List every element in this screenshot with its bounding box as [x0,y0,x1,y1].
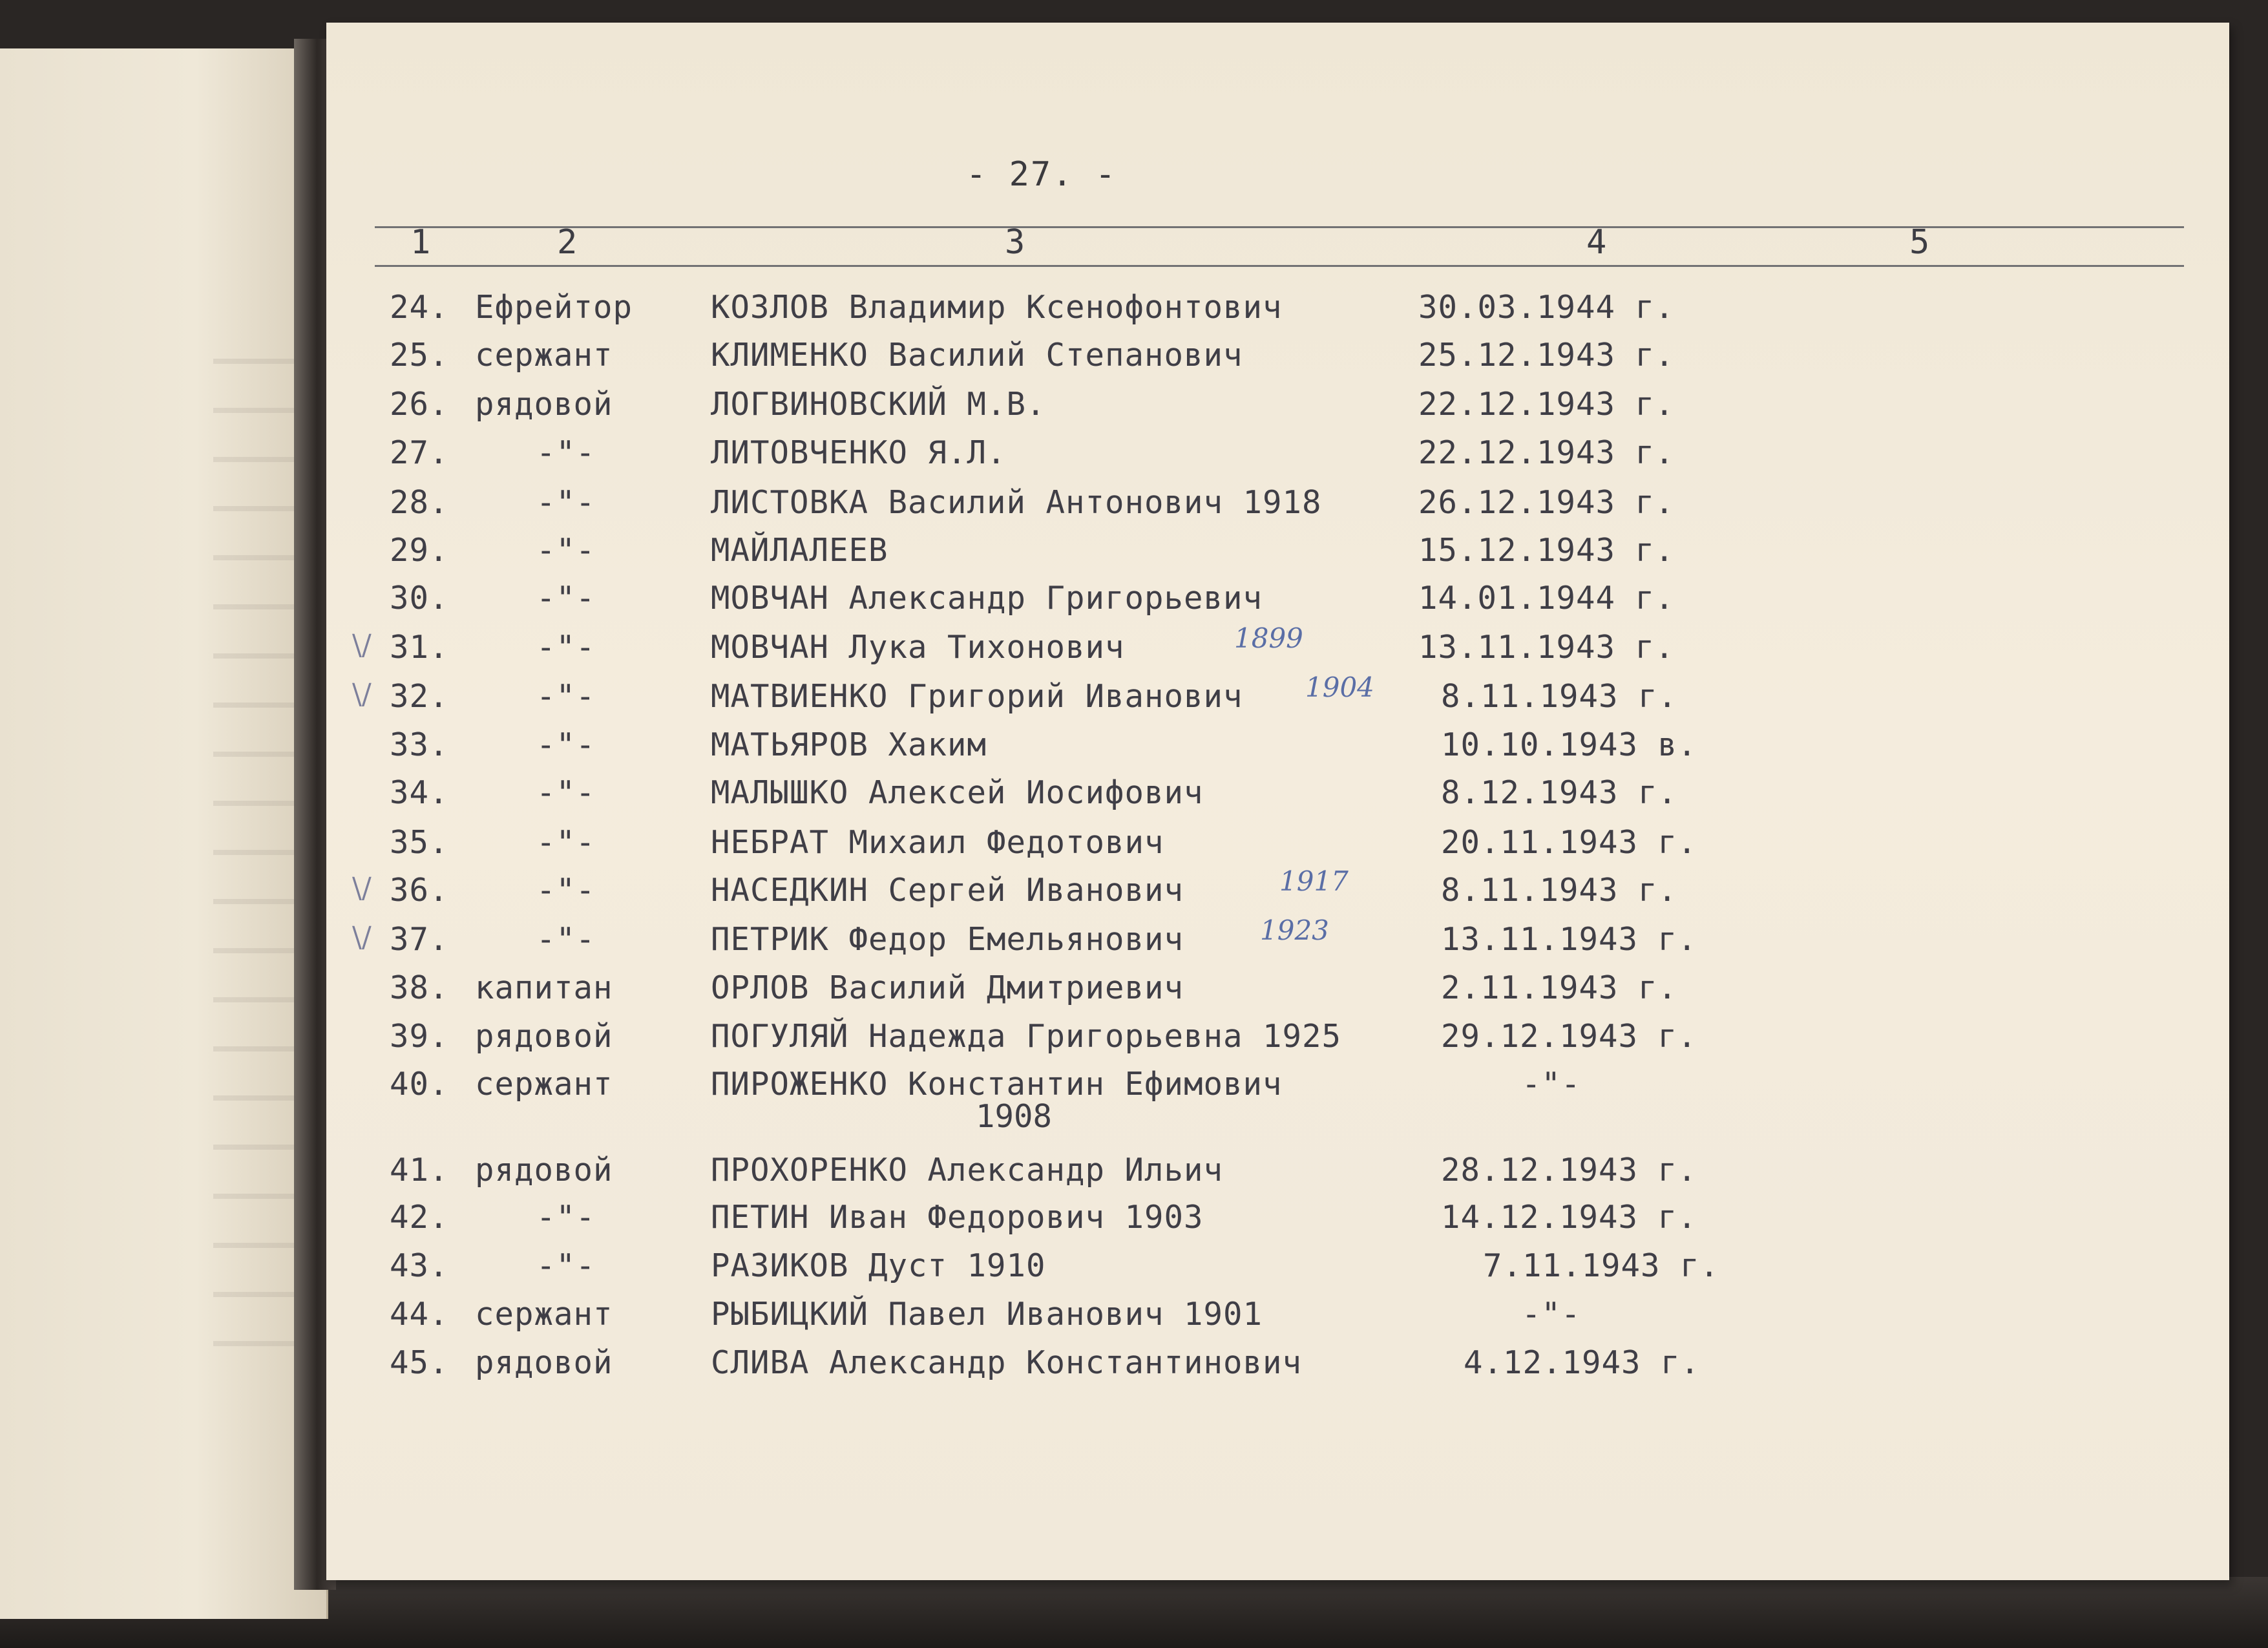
row-number: 38. [390,969,449,1006]
table-row [0,337,2268,386]
name-cell: ПЕТИН Иван Федорович 1903 [711,1199,1204,1236]
date-cell: 10.10.1943 в. [1441,726,1697,763]
row-number: 27. [390,434,449,471]
page-number: - 27. - [966,155,1117,194]
name-cell: РЫБИЦКИЙ Павел Иванович 1901 [711,1296,1263,1333]
date-cell: 29.12.1943 г. [1441,1018,1697,1055]
handwritten-year: 1899 [1234,622,1303,654]
row-number: 41. [390,1152,449,1188]
rank-cell: -"- [536,921,596,958]
rank-cell: сержант [475,1066,613,1103]
table-row [0,289,2268,338]
column-header-1: 1 [410,223,431,262]
table-row [0,774,2268,823]
table-row [0,726,2268,776]
table-row [0,1066,2268,1135]
name-cell: КОЗЛОВ Владимир Ксенофонтович [711,289,1283,326]
date-cell: 14.12.1943 г. [1441,1199,1697,1236]
date-cell: 14.01.1944 г. [1418,580,1675,617]
table-row [0,386,2268,435]
rank-cell: рядовой [475,1018,613,1055]
table-row [0,914,2268,970]
rank-cell: сержант [475,1296,613,1333]
rank-cell: -"- [536,532,596,569]
date-cell: 26.12.1943 г. [1418,484,1675,521]
rank-cell: -"- [536,1247,596,1284]
row-number: 44. [390,1296,449,1333]
name-extra-line: 1908 [976,1098,1053,1135]
row-number: 31. [390,629,449,666]
row-number: 29. [390,532,449,569]
rank-cell: -"- [536,824,596,861]
name-cell: МОВЧАН Александр Григорьевич [711,580,1263,617]
header-rule-bottom [375,265,2184,267]
rank-cell: рядовой [475,1344,613,1381]
row-number: 39. [390,1018,449,1055]
rank-cell: -"- [536,774,596,811]
row-number: 45. [390,1344,449,1381]
table-row [0,865,2268,921]
table-row [0,580,2268,629]
name-cell: ЛОГВИНОВСКИЙ М.В. [711,386,1046,423]
rank-cell: -"- [536,484,596,521]
date-cell: 8.12.1943 г. [1441,774,1678,811]
row-number: 40. [390,1066,449,1103]
row-number: 42. [390,1199,449,1236]
date-cell: 30.03.1944 г. [1418,289,1675,326]
name-cell: КЛИМЕНКО Василий Степанович [711,337,1243,374]
table-row [0,1344,2268,1393]
check-mark: \/ [352,872,372,905]
rank-cell: капитан [475,969,613,1006]
background-bottom [0,1577,2268,1648]
name-cell: МОВЧАН Лука Тихонович [711,629,1125,666]
name-cell: ПРОХОРЕНКО Александр Ильич [711,1152,1224,1188]
name-cell: МАЛЫШКО Алексей Иосифович [711,774,1204,811]
table-row [0,1199,2268,1248]
name-cell: МАЙЛАЛЕЕВ [711,532,888,569]
name-cell: МАТВИЕНКО Григорий Иванович [711,678,1243,715]
row-number: 33. [390,726,449,763]
row-number: 28. [390,484,449,521]
column-header-5: 5 [1909,223,1930,262]
date-cell: 2.11.1943 г. [1441,969,1678,1006]
date-cell: 25.12.1943 г. [1418,337,1675,374]
date-cell: 15.12.1943 г. [1418,532,1675,569]
date-cell: -"- [1522,1066,1581,1103]
date-cell: 8.11.1943 г. [1441,872,1678,909]
row-number: 24. [390,289,449,326]
rank-cell: -"- [536,434,596,471]
date-cell: 20.11.1943 г. [1441,824,1697,861]
name-cell: МАТЬЯРОВ Хаким [711,726,987,763]
table-row [0,1018,2268,1067]
rank-cell: -"- [536,580,596,617]
table-row [0,532,2268,581]
name-cell: ЛИТОВЧЕНКО Я.Л. [711,434,1007,471]
name-cell: ОРЛОВ Василий Дмитриевич [711,969,1184,1006]
column-header-4: 4 [1586,223,1607,262]
rank-cell: -"- [536,1199,596,1236]
name-cell: ПЕТРИК Федор Емельянович [711,921,1184,958]
handwritten-year: 1923 [1260,914,1329,946]
rank-cell: -"- [536,872,596,909]
row-number: 43. [390,1247,449,1284]
row-number: 35. [390,824,449,861]
row-number: 26. [390,386,449,423]
table-row [0,484,2268,533]
row-number: 34. [390,774,449,811]
rank-cell: рядовой [475,386,613,423]
date-cell: 28.12.1943 г. [1441,1152,1697,1188]
row-number: 36. [390,872,449,909]
table-row [0,1247,2268,1296]
date-cell: 7.11.1943 г. [1483,1247,1720,1284]
rank-cell: рядовой [475,1152,613,1188]
check-mark: \/ [352,921,372,954]
date-cell: 4.12.1943 г. [1464,1344,1701,1381]
row-number: 30. [390,580,449,617]
table-row [0,969,2268,1019]
table-row [0,622,2268,678]
rank-cell: -"- [536,629,596,666]
table-row [0,824,2268,873]
name-cell: РАЗИКОВ Дуст 1910 [711,1247,1046,1284]
date-cell: 13.11.1943 г. [1441,921,1697,958]
name-cell: ПОГУЛЯЙ Надежда Григорьевна 1925 [711,1018,1342,1055]
date-cell: 22.12.1943 г. [1418,434,1675,471]
table-row [0,671,2268,727]
date-cell: 22.12.1943 г. [1418,386,1675,423]
handwritten-year: 1904 [1305,671,1374,703]
name-cell: НАСЕДКИН Сергей Иванович [711,872,1184,909]
table-row [0,434,2268,483]
column-header-3: 3 [1005,223,1025,262]
name-cell: ПИРОЖЕНКО Константин Ефимович [711,1066,1283,1103]
row-number: 32. [390,678,449,715]
row-number: 25. [390,337,449,374]
rank-cell: сержант [475,337,613,374]
date-cell: 8.11.1943 г. [1441,678,1678,715]
name-cell: НЕБРАТ Михаил Федотович [711,824,1164,861]
rank-cell: Ефрейтор [475,289,633,326]
name-cell: СЛИВА Александр Константинович [711,1344,1303,1381]
check-mark: \/ [352,678,372,711]
check-mark: \/ [352,629,372,662]
rank-cell: -"- [536,678,596,715]
table-row [0,1152,2268,1201]
date-cell: 13.11.1943 г. [1418,629,1675,666]
table-row [0,1296,2268,1345]
date-cell: -"- [1522,1296,1581,1333]
rank-cell: -"- [536,726,596,763]
handwritten-year: 1917 [1279,865,1349,897]
column-header-2: 2 [557,223,578,262]
row-number: 37. [390,921,449,958]
name-cell: ЛИСТОВКА Василий Антонович 1918 [711,484,1322,521]
